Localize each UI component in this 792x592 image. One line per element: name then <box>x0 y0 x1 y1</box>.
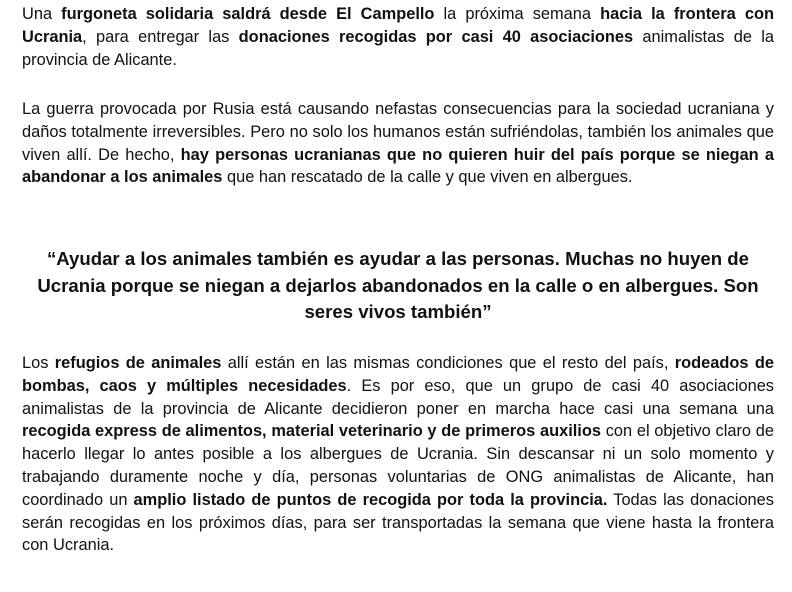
bold-text-run: refugios de animales <box>54 354 222 372</box>
text-run: con el objetivo claro de hacerlo llegar lo antes posible a los albergues de Ucrania. Sin descansar ni un solo momento y trabajando duramente noche y día, personas voluntarias de ONG animalistas de Alicante, han coordinado un <box>22 422 774 509</box>
pull-quote: “Ayudar a los animales también es ayudar a las personas. Muchas no huyen de Ucrania porque se niegan a dejarlos abandonados en la calle o en albergues. Son seres vivos también” <box>37 248 759 322</box>
text-run: . Es por eso, que un grupo de casi 40 asociaciones animalistas de la provincia de Alicante decidieron poner en marcha hace casi una semana una <box>22 376 774 418</box>
text-run: Todas las donaciones serán recogidas en los próximos días, para ser transportadas la semana que viene hasta la frontera con Ucrania. <box>22 490 774 555</box>
text-run: Los <box>22 354 55 372</box>
bold-text-run: donaciones recogidas por casi 40 asociaciones <box>238 27 634 46</box>
text-run: allí están en las mismas condiciones que el resto del país, <box>221 354 675 372</box>
bold-text-run: furgoneta solidaria saldrá desde El Campello <box>61 5 435 23</box>
paragraph-shelters <box>22 352 774 557</box>
bold-text-run: hay personas ucranianas que no quieren huir del país porque se niegan a abandonar a los animales <box>22 145 774 187</box>
paragraph-intro <box>22 3 774 71</box>
text-run: , para entregar las <box>82 27 239 46</box>
bold-text-run: hacia la frontera con Ucrania <box>22 5 774 46</box>
text-run: animalistas de la provincia de Alicante. <box>22 27 774 69</box>
text-run: La guerra provocada por Rusia está causando nefastas consecuencias para la sociedad ucraniana y daños totalmente irreversibles. Pero no solo los humanos están sufriéndolas, también los animales que viven allí. De hecho, <box>22 100 774 164</box>
text-run: Una <box>22 5 62 23</box>
bold-text-run: rodeados de bombas, caos y múltiples necesidades <box>22 354 774 395</box>
paragraph-war-context <box>22 98 774 189</box>
text-run: que han rescatado de la calle y que viven en albergues. <box>222 168 633 187</box>
bold-text-run: amplio listado de puntos de recogida por toda la provincia. <box>133 490 608 509</box>
text-run: la próxima semana <box>434 5 601 23</box>
bold-text-run: recogida express de alimentos, material veterinario y de primeros auxilios <box>22 422 601 441</box>
